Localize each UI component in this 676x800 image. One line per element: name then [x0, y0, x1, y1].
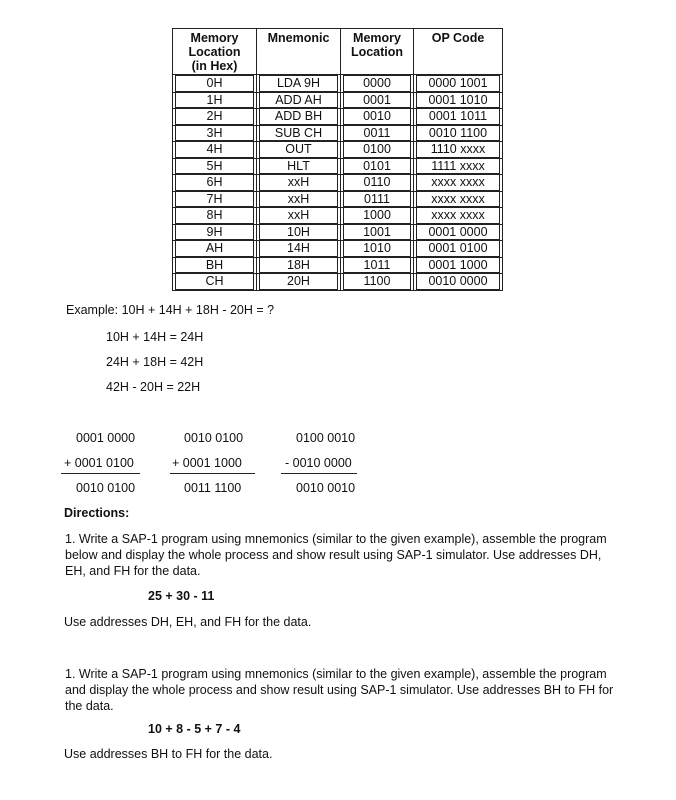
cell-value: 5H: [175, 159, 254, 175]
cell-value: 0010 0000: [416, 274, 500, 290]
task-1-expression: 25 + 30 - 11: [148, 589, 215, 603]
cell-value: 20H: [259, 274, 338, 290]
header-line: (in Hex): [191, 59, 238, 73]
opcode-cell: [414, 75, 503, 93]
binary-operand-second: + 0001 1000: [172, 456, 242, 470]
example-step-1: 10H + 14H = 24H: [106, 330, 204, 344]
opcode-cell: [414, 142, 503, 159]
sum-divider: [61, 473, 140, 474]
address-hex-cell: [173, 142, 257, 159]
opcode-cell: [414, 175, 503, 192]
header-line: Mnemonic: [267, 31, 330, 45]
mnemonic-cell: [257, 92, 341, 109]
address-binary-cell: [341, 92, 414, 109]
address-hex-cell: [173, 257, 257, 274]
header-line: Location: [188, 45, 241, 59]
cell-value: 0011: [343, 126, 411, 142]
address-hex-cell: [173, 191, 257, 208]
cell-value: 1110 xxxx: [416, 142, 500, 158]
address-hex-cell: [173, 125, 257, 142]
table-row: [173, 75, 503, 93]
cell-value: 0000: [343, 75, 411, 92]
mnemonic-cell: [257, 158, 341, 175]
address-binary-cell: [341, 75, 414, 93]
example-step-2: 24H + 18H = 42H: [106, 355, 204, 369]
cell-value: xxH: [259, 208, 338, 224]
address-binary-cell: [341, 208, 414, 225]
cell-value: 6H: [175, 175, 254, 191]
mnemonic-cell: [257, 257, 341, 274]
example-step-3: 42H - 20H = 22H: [106, 380, 201, 394]
cell-value: xxH: [259, 175, 338, 191]
mnemonic-cell: [257, 125, 341, 142]
address-hex-cell: [173, 92, 257, 109]
cell-value: 1H: [175, 93, 254, 109]
cell-value: 1001: [343, 225, 411, 241]
sap1-program-table: [172, 28, 503, 291]
header-address-hex: [173, 29, 257, 75]
cell-value: xxxx xxxx: [416, 192, 500, 208]
mnemonic-cell: [257, 208, 341, 225]
address-binary-cell: [341, 109, 414, 126]
cell-value: xxxx xxxx: [416, 175, 500, 191]
binary-operand-second: - 0010 0000: [285, 456, 352, 470]
cell-value: 0000 1001: [416, 75, 500, 92]
cell-value: 7H: [175, 192, 254, 208]
header-line: Memory: [353, 31, 401, 45]
cell-value: 18H: [259, 258, 338, 274]
table-row: [173, 142, 503, 159]
table-row: [173, 257, 503, 274]
cell-value: LDA 9H: [259, 75, 338, 92]
table-row: [173, 125, 503, 142]
address-binary-cell: [341, 142, 414, 159]
mnemonic-cell: [257, 175, 341, 192]
table-row: [173, 175, 503, 192]
cell-value: HLT: [259, 159, 338, 175]
cell-value: 0001 1010: [416, 93, 500, 109]
cell-value: 0110: [343, 175, 411, 191]
cell-value: 10H: [259, 225, 338, 241]
mnemonic-cell: [257, 142, 341, 159]
binary-result: 0010 0100: [76, 481, 136, 495]
opcode-cell: [414, 125, 503, 142]
cell-value: 0001: [343, 93, 411, 109]
cell-value: 8H: [175, 208, 254, 224]
cell-value: 14H: [259, 241, 338, 257]
table-row: [173, 274, 503, 291]
difference-divider: [281, 473, 357, 474]
cell-value: 3H: [175, 126, 254, 142]
header-mnemonic: [257, 29, 341, 75]
address-binary-cell: [341, 125, 414, 142]
address-binary-cell: [341, 257, 414, 274]
cell-value: 0H: [175, 75, 254, 92]
cell-value: 2H: [175, 109, 254, 125]
address-binary-cell: [341, 175, 414, 192]
table-row: [173, 191, 503, 208]
task-2-expression: 10 + 8 - 5 + 7 - 4: [148, 722, 241, 736]
task-1-note: Use addresses DH, EH, and FH for the data.: [64, 615, 312, 629]
cell-value: xxxx xxxx: [416, 208, 500, 224]
binary-operand-top: 0100 0010: [296, 431, 356, 445]
cell-value: BH: [175, 258, 254, 274]
table-row: [173, 241, 503, 258]
address-binary-cell: [341, 274, 414, 291]
address-hex-cell: [173, 75, 257, 93]
opcode-cell: [414, 257, 503, 274]
header-line: Memory: [190, 31, 239, 45]
cell-value: 0001 0100: [416, 241, 500, 257]
table-row: [173, 109, 503, 126]
address-hex-cell: [173, 241, 257, 258]
mnemonic-cell: [257, 274, 341, 291]
binary-operand-top: 0001 0000: [76, 431, 136, 445]
mnemonic-cell: [257, 75, 341, 93]
mnemonic-cell: [257, 241, 341, 258]
cell-value: AH: [175, 241, 254, 257]
cell-value: 9H: [175, 225, 254, 241]
opcode-cell: [414, 191, 503, 208]
task-1-text: 1. Write a SAP-1 program using mnemonics (similar to the given example), assemble the program below and display the whole process and show result using SAP-1 simulator. Use addresses DH, EH, and FH for the data.: [65, 532, 607, 578]
table-row: [173, 158, 503, 175]
cell-value: xxH: [259, 192, 338, 208]
binary-result: 0011 1100: [184, 481, 242, 495]
header-line: Location: [350, 45, 404, 59]
address-binary-cell: [341, 241, 414, 258]
cell-value: 4H: [175, 142, 254, 158]
task-2-note: Use addresses BH to FH for the data.: [64, 747, 273, 761]
opcode-cell: [414, 274, 503, 291]
table-header-row: [173, 29, 503, 75]
cell-value: ADD BH: [259, 109, 338, 125]
task-2-text: 1. Write a SAP-1 program using mnemonics (similar to the given example), assemble the program and display the whole process and show result using SAP-1 simulator. Use addresses BH to FH for the data.: [65, 667, 614, 713]
cell-value: 0001 1000: [416, 258, 500, 274]
opcode-cell: [414, 208, 503, 225]
header-address-binary: [341, 29, 414, 75]
binary-operand-second: + 0001 0100: [64, 456, 134, 470]
address-binary-cell: [341, 191, 414, 208]
directions-heading: Directions:: [64, 506, 130, 520]
cell-value: 0111: [343, 192, 411, 208]
header-line: OP Code: [431, 31, 485, 45]
binary-operand-top: 0010 0100: [184, 431, 244, 445]
address-hex-cell: [173, 274, 257, 291]
cell-value: 0001 1011: [416, 109, 500, 125]
address-binary-cell: [341, 158, 414, 175]
sum-divider: [170, 473, 255, 474]
mnemonic-cell: [257, 191, 341, 208]
table-row: [173, 208, 503, 225]
cell-value: 1010: [343, 241, 411, 257]
address-hex-cell: [173, 208, 257, 225]
cell-value: 0010 1100: [416, 126, 500, 142]
table-body: [173, 75, 503, 291]
cell-value: 1011: [343, 258, 411, 274]
address-hex-cell: [173, 224, 257, 241]
binary-result: 0010 0010: [296, 481, 356, 495]
cell-value: 1111 xxxx: [416, 159, 500, 175]
opcode-cell: [414, 158, 503, 175]
cell-value: 0010: [343, 109, 411, 125]
cell-value: CH: [175, 274, 254, 290]
opcode-cell: [414, 109, 503, 126]
address-binary-cell: [341, 224, 414, 241]
mnemonic-cell: [257, 109, 341, 126]
cell-value: OUT: [259, 142, 338, 158]
address-hex-cell: [173, 175, 257, 192]
table-row: [173, 92, 503, 109]
example-title: Example: 10H + 14H + 18H - 20H = ?: [66, 303, 275, 317]
cell-value: 0100: [343, 142, 411, 158]
address-hex-cell: [173, 158, 257, 175]
cell-value: 1000: [343, 208, 411, 224]
header-opcode: [414, 29, 503, 75]
address-hex-cell: [173, 109, 257, 126]
cell-value: 0101: [343, 159, 411, 175]
cell-value: ADD AH: [259, 93, 338, 109]
opcode-cell: [414, 224, 503, 241]
cell-value: 1100: [343, 274, 411, 290]
opcode-cell: [414, 241, 503, 258]
mnemonic-cell: [257, 224, 341, 241]
table-row: [173, 224, 503, 241]
cell-value: 0001 0000: [416, 225, 500, 241]
cell-value: SUB CH: [259, 126, 338, 142]
opcode-cell: [414, 92, 503, 109]
